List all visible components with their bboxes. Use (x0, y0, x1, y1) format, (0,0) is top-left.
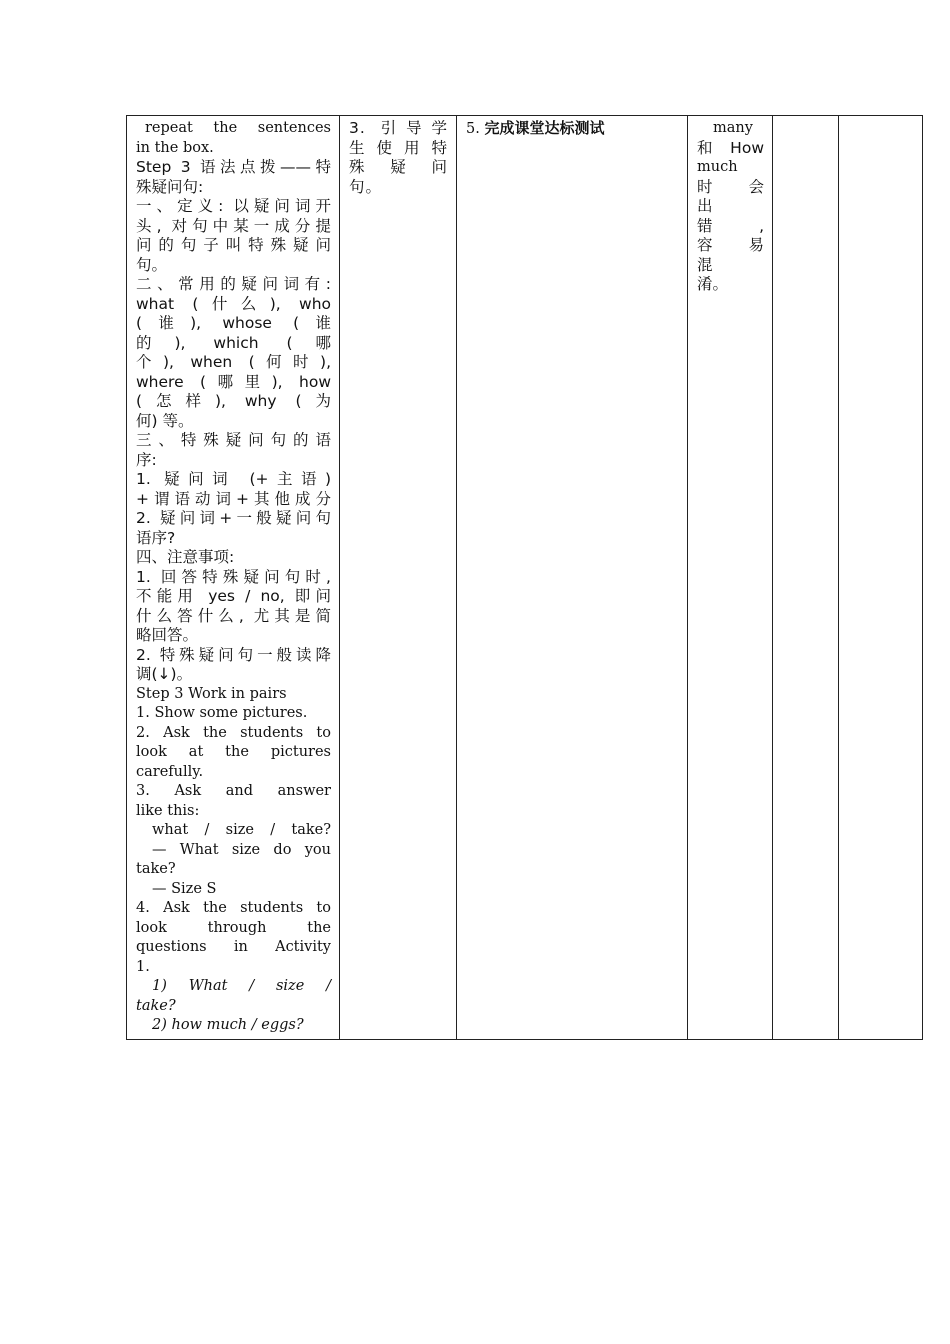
text-line: carefully. (136, 763, 204, 780)
lesson-plan-table (126, 115, 923, 1040)
text-line: 3. 引导学 (349, 119, 448, 137)
text-line: 什么答什么, 尤其是简 (136, 606, 331, 625)
text-line: 1. 回答特殊疑问句时, (136, 567, 331, 586)
text-line: 序: (136, 450, 157, 469)
text-line: 2. 疑问词+一般疑问句 (136, 509, 331, 527)
text-line: 二、常用的疑问词有: (136, 275, 331, 293)
empty-cell (773, 116, 839, 1040)
text-line: 1. 疑问词 (+主语) (136, 470, 331, 488)
text-line: 容 易 (697, 236, 764, 254)
text-line: 不能用 yes / no, 即问 (136, 587, 331, 605)
text-line: 调(↓)。 (136, 665, 193, 683)
text-line: 1. Show some pictures. (136, 705, 308, 721)
step-heading: Step 3 语法点拨——特 (136, 158, 331, 176)
text-line: 2) how much / eggs? (152, 1017, 304, 1033)
item-number: 5. (466, 121, 480, 137)
text-line: 2. Ask the students to (136, 724, 331, 741)
text-line: take? (136, 997, 176, 1014)
text-line: much (697, 159, 738, 175)
text-line (466, 119, 679, 140)
text-line: look through the (136, 919, 331, 936)
text-line: +谓语动词+其他成分 (136, 489, 331, 508)
text-line: 殊 疑 问 (349, 158, 448, 176)
text-line: 1) What / size / (152, 978, 331, 994)
teaching-steps-cell (127, 116, 340, 1040)
text-line: 句。 (136, 255, 168, 274)
notes-cell (688, 116, 773, 1040)
text-line: 四、注意事项: (136, 548, 235, 566)
text-line: where (哪里), how (136, 372, 331, 391)
text-line: take? (136, 861, 176, 877)
text-line: what (什么), who (136, 294, 331, 313)
text-line: 语序? (136, 528, 176, 547)
text-line: 何) 等。 (136, 411, 194, 430)
text-line: 的), which (哪 (136, 333, 331, 352)
empty-cell (839, 116, 923, 1040)
text-line: 错 , (697, 216, 764, 235)
text-line: 1. (136, 958, 150, 975)
text-line: what / size / take? (152, 822, 331, 838)
text-line: (怎样), why (为 (136, 392, 331, 410)
text-line: 和 How (697, 138, 764, 157)
text-line: — What size do you (152, 841, 331, 858)
teacher-activity-cell (340, 116, 457, 1040)
text-line: — Size S (152, 880, 217, 897)
text-line: (谁), whose (谁 (136, 314, 331, 332)
text-line: 时 会 (697, 177, 764, 196)
text-line: repeat the sentences (145, 120, 331, 136)
text-line: 个), when (何时), (136, 353, 331, 371)
text-line: in the box. (136, 139, 214, 156)
text-line: 4. Ask the students to (136, 900, 331, 916)
text-line: like this: (136, 802, 200, 819)
text-line: 句。 (349, 177, 383, 196)
step-heading: Step 3 Work in pairs (136, 685, 287, 702)
text-line: 头, 对句中某一成分提 (136, 216, 331, 235)
text-line: 2. 特殊疑问句一般读降 (136, 645, 331, 664)
text-line: 问的句子叫特殊疑问 (136, 236, 331, 254)
text-line: 出 (697, 197, 713, 215)
text-line: 略回答。 (136, 626, 199, 644)
item-text: 完成课堂达标测试 (484, 119, 605, 137)
text-line: 殊疑问句: (136, 177, 204, 196)
text-line: look at the pictures (136, 744, 331, 760)
text-line: 3. Ask and answer (136, 783, 331, 799)
text-line: 混 (697, 255, 713, 274)
table-row (127, 116, 923, 1040)
student-activity-cell (457, 116, 688, 1040)
text-line: 一、定义: 以疑问词开 (136, 197, 331, 215)
text-line: 三、特殊疑问句的语 (136, 431, 331, 449)
text-line: many (713, 120, 753, 136)
text-line: 生使用特 (349, 138, 448, 157)
text-line: 淆。 (697, 275, 729, 293)
text-line: questions in Activity (136, 939, 331, 955)
